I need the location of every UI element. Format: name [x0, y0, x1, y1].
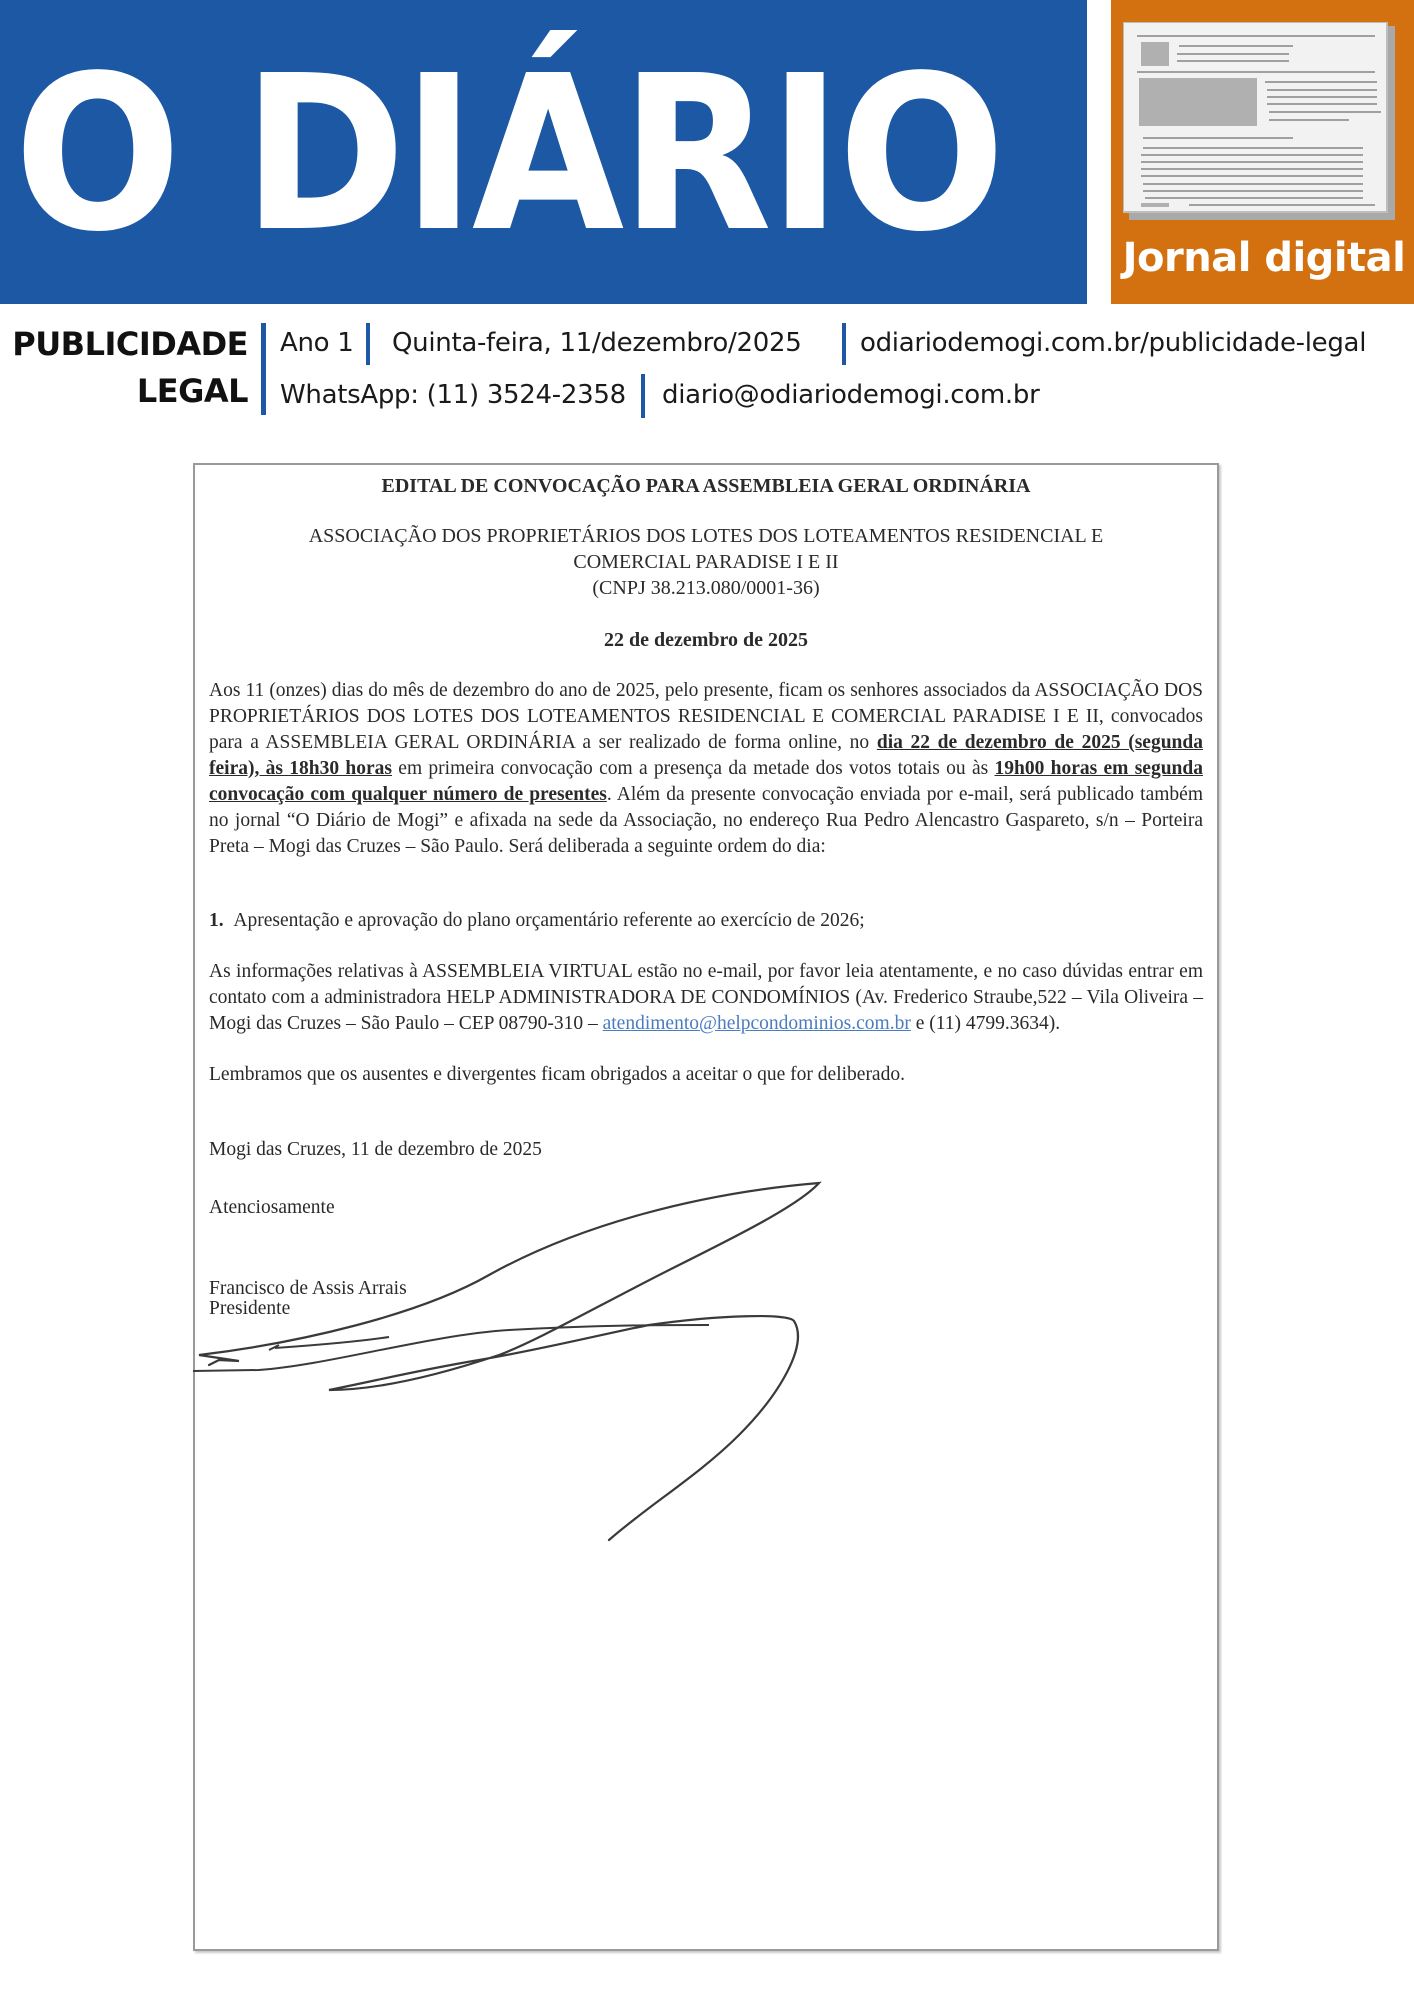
place-date: Mogi das Cruzes, 11 de dezembro de 2025 — [209, 1139, 542, 1160]
email-link[interactable]: diario@odiariodemogi.com.br — [662, 380, 1040, 410]
signature-icon — [179, 1165, 879, 1565]
divider — [641, 374, 645, 418]
newspaper-icon — [1123, 22, 1397, 220]
association-line2: COMERCIAL PARADISE I E II — [573, 551, 839, 573]
convocation-paragraph: Aos 11 (onzes) dias do mês de dezembro do ano de 2025, pelo presente, ficam os senhores associados da ASSOCIAÇÃO DOS PROPRIETÁRIOS DOS LOTES DOS LOTEAMENTOS RESIDENCIAL E COMERCIAL PARADISE I E II, convocados para a ASSEMBLEIA GERAL ORDINÁRIA a ser realizado de forma online, no dia 22 de dezembro de 2025 (segunda feira), às 18h30 horas em primeira convocação com a presença da metade dos votos totais ou às 19h00 horas em segunda convocação com qualquer número de presentes. Além da presente convocação enviada por e-mail, será publicado também no jornal “O Diário de Mogi” e afixada na sede da Associação, no endereço Rua Pedro Alencastro Gaspareto, s/n – Porteira Preta – Mogi das Cruzes – São Paulo. Será deliberada a seguinte ordem do dia: — [209, 680, 1203, 857]
agenda-text: Apresentação e aprovação do plano orçamentário referente ao exercício de 2026; — [233, 910, 865, 931]
divider — [366, 323, 370, 365]
legal-notice-document — [193, 463, 1219, 1951]
second-call-time: 19h00 horas em segunda convocação com qualquer número de presentes — [209, 758, 1203, 805]
masthead-banner — [0, 0, 1087, 304]
divider — [261, 323, 266, 415]
notice-title: EDITAL DE CONVOCAÇÃO PARA ASSEMBLEIA GERAL ORDINÁRIA — [381, 475, 1031, 497]
agenda-number: 1. — [209, 910, 224, 931]
newspaper-logo: O DIÁRIO — [14, 30, 1002, 279]
cnpj: (CNPJ 38.213.080/0001-36) — [592, 577, 820, 599]
whatsapp-contact[interactable]: WhatsApp: (11) 3524-2358 — [280, 380, 626, 410]
signer-name: Francisco de Assis Arrais — [209, 1278, 407, 1299]
badge-label: Jornal digital — [1122, 235, 1406, 281]
meeting-date: 22 de dezembro de 2025 — [603, 629, 809, 651]
association-line1: ASSOCIAÇÃO DOS PROPRIETÁRIOS DOS LOTES DOS LOTEAMENTOS RESIDENCIAL E — [308, 525, 1104, 547]
edition-label: Ano 1 — [280, 328, 354, 358]
signer-role: Presidente — [209, 1298, 291, 1319]
closing: Atenciosamente — [209, 1197, 335, 1218]
agenda-item — [209, 908, 1203, 934]
divider — [842, 323, 846, 365]
digital-edition-badge[interactable] — [1111, 0, 1414, 304]
section-title-line2: LEGAL — [136, 372, 248, 410]
first-call-time: dia 22 de dezembro de 2025 (segunda feira), às 18h30 horas — [209, 732, 1203, 779]
website-link[interactable]: odiariodemogi.com.br/publicidade-legal — [860, 328, 1367, 358]
publication-date: Quinta-feira, 11/dezembro/2025 — [392, 328, 802, 358]
admin-email-link[interactable]: atendimento@helpcondominios.com.br — [602, 1013, 911, 1034]
contact-paragraph: As informações relativas à ASSEMBLEIA VIRTUAL estão no e-mail, por favor leia atentamente, e no caso dúvidas entrar em contato com a administradora HELP ADMINISTRADORA DE CONDOMÍNIOS (Av. Frederico Straube,522 – Vila Oliveira – Mogi das Cruzes – São Paulo – CEP 08790-310 – atendimento@helpcondominios.com.br e (11) 4799.3634). — [209, 961, 1203, 1034]
section-title-line1: PUBLICIDADE — [12, 325, 248, 363]
reminder-paragraph: Lembramos que os ausentes e divergentes ficam obrigados a aceitar o que for deliberado. — [209, 1064, 905, 1085]
association-name — [209, 523, 1203, 601]
